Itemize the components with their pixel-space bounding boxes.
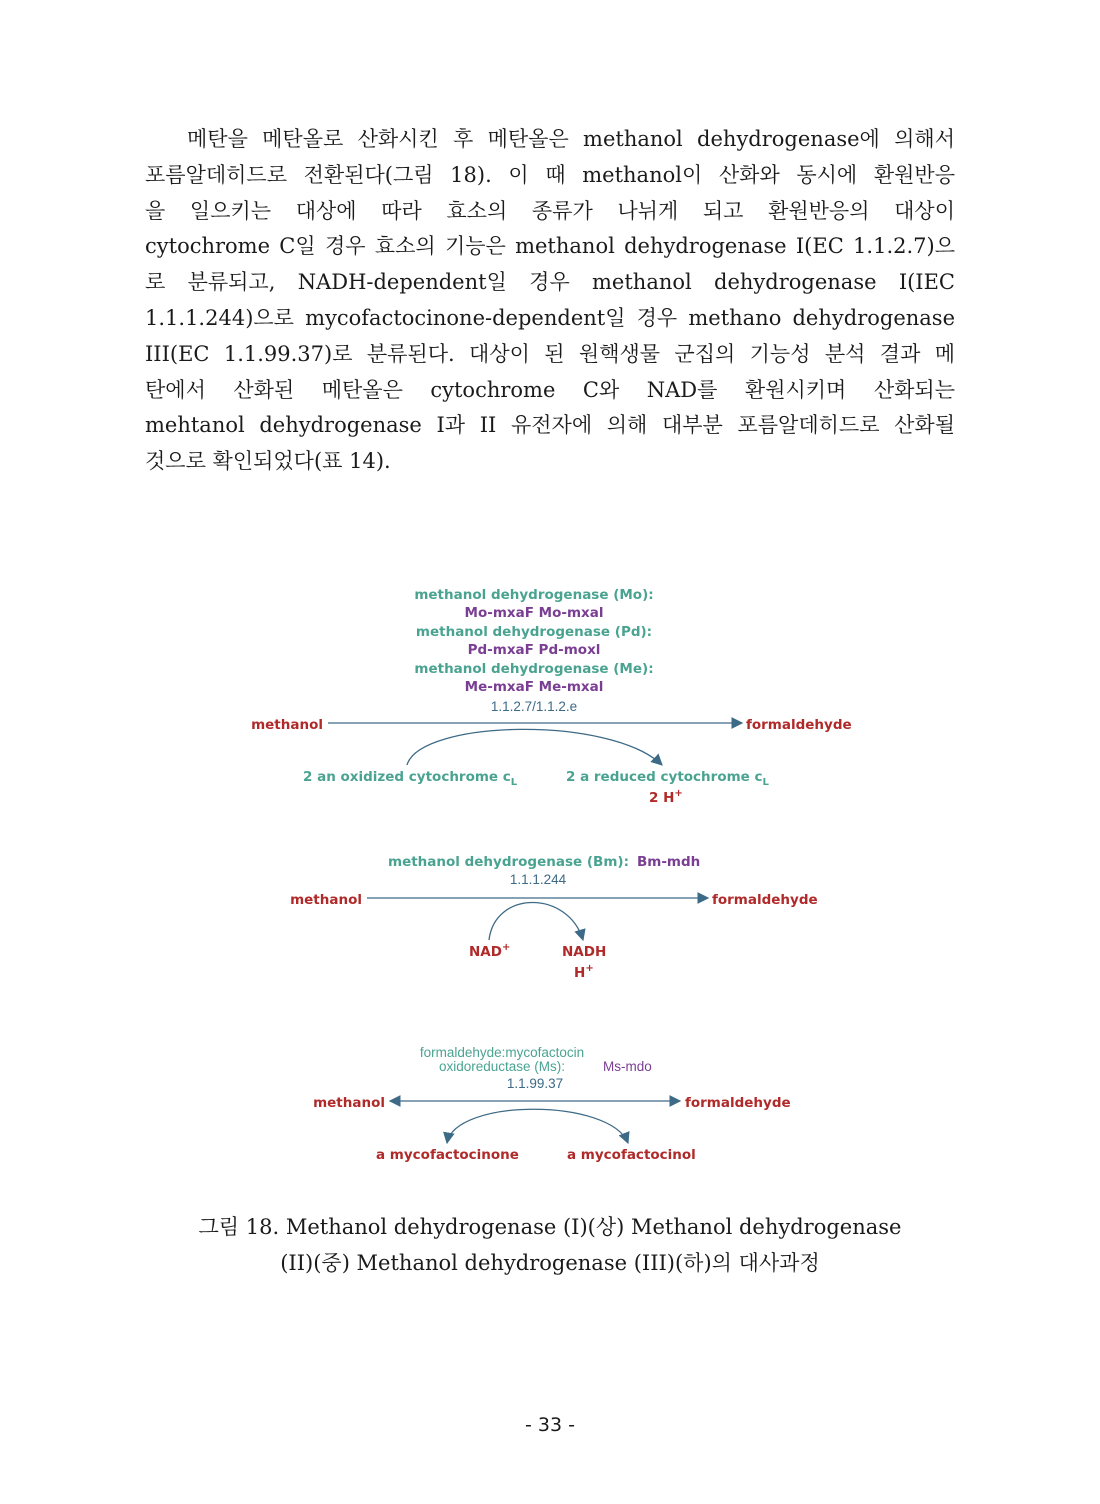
gene-label-ms: Ms-mdo: [603, 1059, 652, 1074]
body-line: cytochrome C일 경우 효소의 기능은 methanol dehydrogenase I(EC 1.1.2.7)으: [145, 234, 955, 259]
body-line: mehtanol dehydrogenase I과 II 유전자에 의해 대부분 포름알데히드로 산화될: [145, 413, 955, 438]
ec-number: 1.1.1.244: [509, 872, 567, 887]
body-line: III(EC 1.1.99.37)로 분류된다. 대상이 된 원핵생물 군집의 기능성 분석 결과 메: [145, 341, 955, 366]
proton-label: H+: [574, 963, 594, 981]
body-line: 을 일으키는 대상에 따라 효소의 종류가 나뉘게 되고 환원반응의 대상이: [145, 198, 955, 223]
reaction-mdh-1: [251, 587, 852, 806]
body-line: 것으로 확인되었다(표 14).: [145, 449, 391, 474]
enzyme-label-ms-line1: formaldehyde:mycofactocin: [419, 1045, 585, 1060]
enzyme-label-bm: methanol dehydrogenase (Bm): Bm-mdh: [388, 854, 701, 870]
enzyme-label-pd: methanol dehydrogenase (Pd):: [415, 624, 653, 640]
product-label: formaldehyde: [712, 892, 818, 908]
reaction-mdh-2: [290, 854, 818, 981]
enzyme-label-mo: methanol dehydrogenase (Mo):: [414, 587, 654, 603]
cofactor-out-label: 2 a reduced cytochrome $c_L$: [566, 769, 769, 788]
enzyme-label-ms-line2: oxidoreductase (Ms):: [438, 1059, 566, 1074]
pathway-diagram: [0, 570, 1100, 1190]
gene-label-me: Me-mxaF Me-mxal: [464, 679, 604, 695]
body-line: 메탄을 메탄올로 산화시킨 후 메탄올은 methanol dehydrogenase에 의해서: [187, 127, 955, 151]
enzyme-label-me: methanol dehydrogenase (Me):: [414, 661, 654, 677]
body-line: 탄에서 산화된 메탄올은 cytochrome C와 NAD를 환원시키며 산화되는: [145, 377, 955, 402]
body-line: 포름알데히드로 전환된다(그림 18). 이 때 methanol이 산화와 동시에 환원반응: [145, 162, 955, 187]
ec-number: 1.1.99.37: [506, 1076, 564, 1091]
substrate-label: methanol: [290, 892, 362, 908]
body-line: 로 분류되고, NADH-dependent일 경우 methanol dehydrogenase I(IEC: [145, 270, 955, 295]
cofactor-in-label: NAD+: [469, 942, 511, 960]
caption-line: (II)(중) Methanol dehydrogenase (III)(하)의 대사과정: [280, 1251, 820, 1275]
product-label: formaldehyde: [685, 1095, 791, 1111]
cofactor-arc: [407, 729, 662, 765]
body-line: 1.1.1.244)으로 mycofactocinone-dependent일 경우 methano dehydrogenase: [145, 305, 955, 330]
cofactor-arc: [447, 1109, 628, 1143]
product-label: formaldehyde: [746, 717, 852, 733]
proton-label: 2 H+: [649, 788, 683, 806]
page-number: - 33 -: [525, 1414, 575, 1436]
gene-label-mo: Mo-mxaF Mo-mxal: [464, 605, 604, 621]
substrate-label: methanol: [313, 1095, 385, 1111]
substrate-label: methanol: [251, 717, 323, 733]
cofactor-in-label: a mycofactocinone: [376, 1147, 519, 1163]
figure-caption: [0, 1209, 1100, 1281]
cofactor-out-label: NADH: [562, 944, 607, 960]
body-paragraph: [145, 122, 955, 480]
cofactor-arc: [489, 903, 583, 941]
caption-line: 그림 18. Methanol dehydrogenase (I)(상) Methanol dehydrogenase: [198, 1215, 902, 1239]
reaction-mdh-3: [313, 1045, 791, 1163]
ec-number: 1.1.2.7/1.1.2.e: [490, 699, 578, 714]
cofactor-in-label: 2 an oxidized cytochrome $c_L$: [303, 769, 518, 788]
gene-label-pd: Pd-mxaF Pd-moxl: [467, 642, 601, 658]
cofactor-out-label: a mycofactocinol: [567, 1147, 696, 1163]
